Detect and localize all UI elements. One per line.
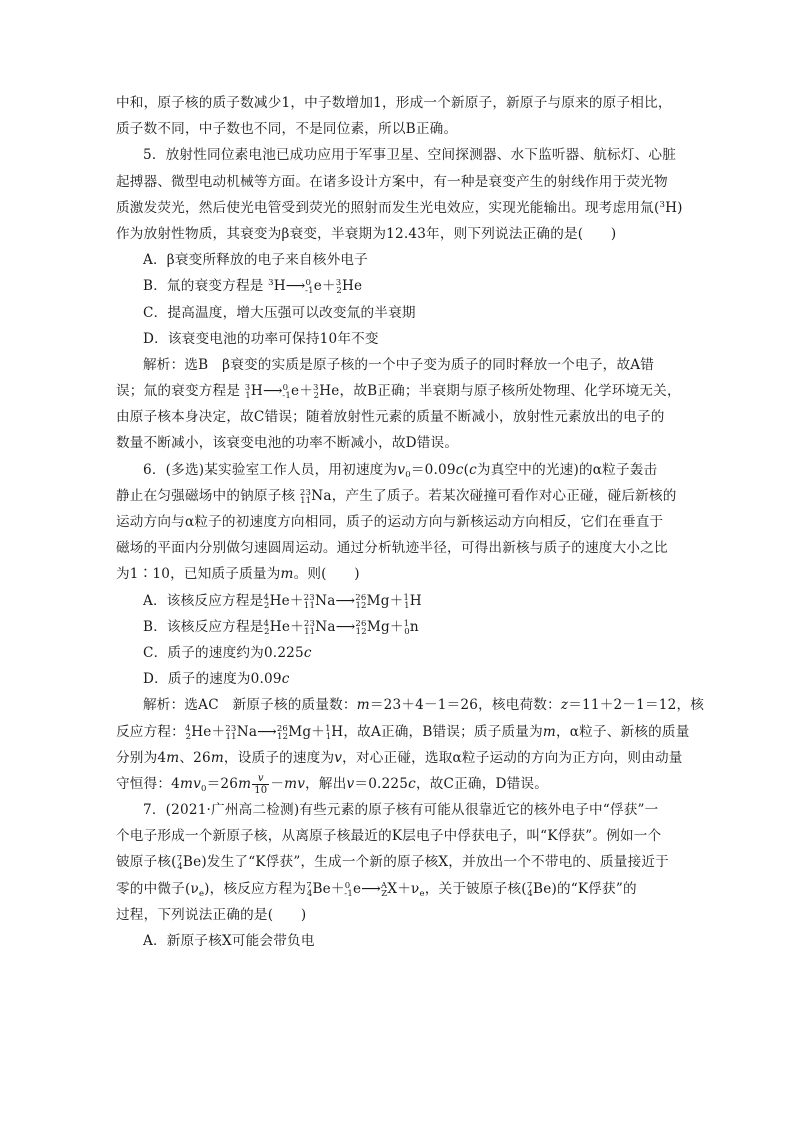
question-6-line: 运动方向与α粒子的初速度方向相同，质子的运动方向与新核运动方向相反，它们在垂直于 [116,514,664,530]
question-5-line: 起搏器、微型电动机械等方面。在诸多设计方案中，有一种是衰变产生的射线作用于荧光物 [116,173,668,190]
option-a: A．新原子核X可能会带负电 [143,933,315,949]
answer-line: 守恒得：$4mv_0=26m$ $\frac{v}{10}$ －mv，解出v＝0.225c，故C正确，D错误。 [116,772,549,796]
paragraph-line: 中和，原子核的质子数减少1，中子数增加1，形成一个新原子，新原子与原来的原子相比， [116,95,672,111]
fraction: $\frac{v}{10}$ [254,772,268,796]
answer-line: 数量不断减小，该衰变电池的功率不断减小，故D错误。 [116,435,459,452]
option-a: A．β衰变所释放的电子来自核外电子 [143,252,368,269]
question-6-line: 6．(多选)某实验室工作人员，用初速度为$v_0=0.09c(c$为真空中的光速)的α粒子轰击 [143,461,658,480]
option-a: A．该核反应方程是$^4_2$He＋$^{23}_{11}$Na⟶$^{26}_{12}$Mg＋$^1_1$H [143,592,422,611]
answer-line: 分别为4m、26m，设质子的速度为v，对心正碰，选取α粒子运动的方向为正方向，则由动量 [116,749,683,766]
document-page [116,90,705,954]
option-b: B．氚的衰变方程是 $^3$H⟶$^0_{-1}$e＋$^3_2$He [143,278,363,297]
question-6-line: 静止在匀强磁场中的钠原子核 $^{23}_{11}$Na，产生了质子。若某次碰撞可看作对心正碰，碰后新核的 [116,487,677,506]
question-7-line: 过程，下列说法正确的是( ) [116,906,307,923]
question-7-line: 零的中微子$(\nu_e)$，核反应方程为$^7_4Be+^0_{-1}e⟶^A_ZX+\nu_e$，关于铍原子核($^7_4$Be)的“K俘获”的 [116,880,637,899]
question-6-line: 磁场的平面内分别做匀速圆周运动。通过分析轨迹半径，可得出新核与质子的速度大小之比 [116,540,668,557]
question-5-line: 5．放射性同位素电池已成功应用于军事卫星、空间探测器、水下监听器、航标灯、心脏 [143,147,677,164]
answer-line: 解析：选B β衰变的实质是原子核的一个中子变为质子的同时释放一个电子，故A错 [143,356,655,373]
answer-line: 误；氚的衰变方程是 $^3_1$H⟶$^0_{-1}$e＋$^3_2$He，故B正确；半衰期与原子核所处物理、化学环境无关， [116,383,681,402]
option-b: B．该核反应方程是$^4_2$He＋$^{23}_{11}$Na⟶$^{26}_{12}$Mg＋$^1_0$n [143,618,419,637]
option-c: C．质子的速度约为0.225c [143,644,312,661]
answer-line: 由原子核本身决定，故C错误；随着放射性元素的质量不断减小，放射性元素放出的电子的 [116,409,665,426]
answer-line: 解析：选AC 新原子核的质量数：m＝23＋4－1＝26，核电荷数：z＝11＋2－1＝12，核 [143,697,705,714]
option-c: C．提高温度，增大压强可以改变氚的半衰期 [143,304,416,321]
question-7-line: 7．(2021·广州高二检测)有些元素的原子核有可能从很靠近它的核外电子中“俘获”一 [143,802,659,819]
question-7-line: 个电子形成一个新原子核，从离原子核最近的K层电子中俘获电子，叫“K俘获”。例如一个 [116,828,662,845]
answer-line: 反应方程：$^4_2$He＋$^{23}_{11}$Na⟶$^{26}_{12}$Mg＋$^1_1$H，故A正确，B错误；质子质量为m，α粒子、新核的质量 [116,723,690,742]
paragraph-line: 质子数不同，中子数也不同，不是同位素，所以B正确。 [116,121,458,138]
question-6-line: 为1∶10，已知质子质量为m。则( ) [116,566,360,583]
option-d: D．质子的速度为0.09c [143,671,290,688]
question-5-line: 质激发荧光，然后使光电管受到荧光的照射而发生光电效应，实现光能输出。现考虑用氚($^3$H) [116,199,683,216]
option-d: D．该衰变电池的功率可保持10年不变 [143,330,379,347]
question-7-line: 铍原子核($^7_4$Be)发生了“K俘获”，生成一个新的原子核X，并放出一个不带电的、质量接近于 [116,854,669,873]
question-5-line: 作为放射性物质，其衰变为β衰变，半衰期为12.43年，则下列说法正确的是( ) [116,225,617,242]
